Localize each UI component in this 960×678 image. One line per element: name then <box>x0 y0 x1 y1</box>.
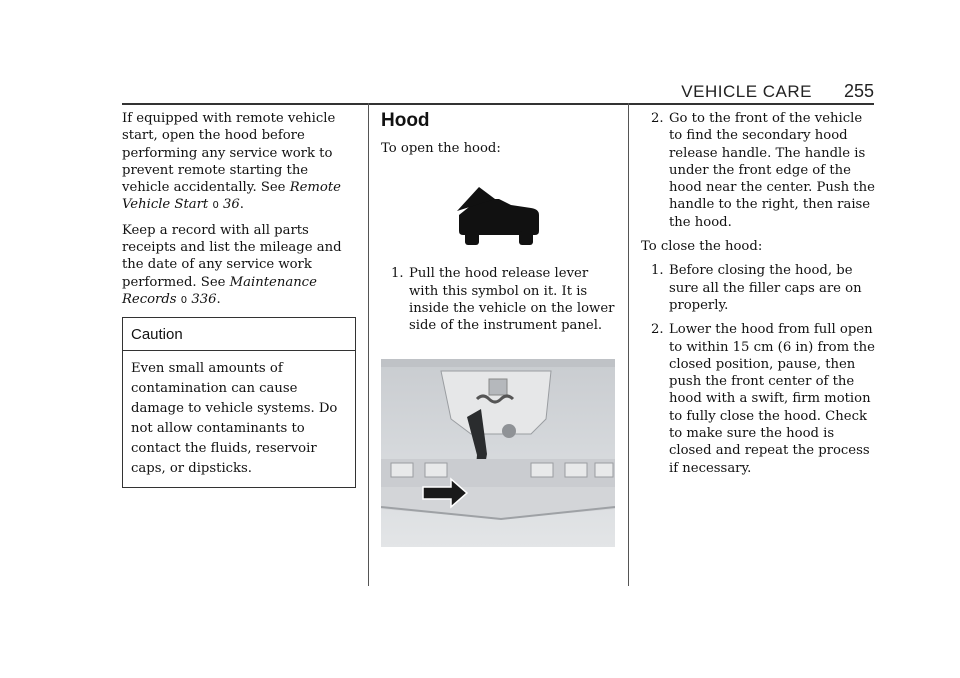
close-steps-list <box>641 262 879 477</box>
cross-reference-page[interactable]: 36 <box>223 197 240 213</box>
step-number: 2. <box>651 322 664 338</box>
paragraph-text: Keep a record with all parts receipts and list the mileage and the date of any service work performed. See <box>122 222 342 290</box>
caution-box <box>122 317 356 487</box>
intro-text: To open the hood: <box>381 141 501 156</box>
page-ref-icon: 0 <box>180 294 188 306</box>
list-item <box>641 321 879 477</box>
paragraph: Keep a record with all parts receipts and list the mileage and the date of any service work performed. See Maintenance Records 0 336. <box>122 222 342 307</box>
open-steps-list <box>381 265 617 334</box>
step-text: Go to the front of the vehicle to find the secondary hood release handle. The handle is under the front edge of the hood near the center. Push the handle to the right, then raise the hood. <box>669 111 875 230</box>
page-header <box>0 0 960 110</box>
step-text: Lower the hood from full open to within 15 cm (6 in) from the closed position, pause, then push the front center of the hood with a swift, firm motion to fully close the hood. Check to make sure the hood is closed and repeat the process if necessary. <box>669 322 875 476</box>
list-item <box>381 265 617 334</box>
cross-reference-page[interactable]: 336 <box>191 291 217 307</box>
paragraph: If equipped with remote vehicle start, open the hood before performing any service work to prevent remote starting the vehicle accidentally. See Remote Vehicle Start 0 36. <box>122 111 341 213</box>
page-number: 255 <box>843 81 874 101</box>
list-item <box>641 110 879 231</box>
step-number: 1. <box>391 266 404 282</box>
hood-latch-photo <box>381 359 615 547</box>
section-name: VEHICLE CARE <box>681 82 812 101</box>
cross-reference-link[interactable]: Maintenance Records <box>122 274 317 307</box>
column-3 <box>641 110 879 484</box>
intro-text: To close the hood: <box>641 239 763 255</box>
open-steps-list-continued <box>641 110 879 231</box>
page-ref-icon: 0 <box>212 200 219 212</box>
column-divider <box>368 103 369 586</box>
list-item <box>641 262 879 314</box>
step-number: 2. <box>651 111 664 126</box>
caution-title: Caution <box>123 318 355 350</box>
step-text: Pull the hood release lever with this symbol on it. It is inside the vehicle on the lower side of the instrument panel. <box>409 266 615 334</box>
section-title: Hood <box>381 110 430 131</box>
paragraph-text: If equipped with remote vehicle start, open the hood before performing any service work to prevent remote starting the vehicle accidentally. See <box>122 111 336 196</box>
column-2 <box>381 110 617 547</box>
cross-reference-link[interactable]: Remote Vehicle Start <box>122 180 341 213</box>
hood-release-icon <box>449 181 549 245</box>
step-text: Before closing the hood, be sure all the filler caps are on properly. <box>669 263 862 313</box>
caution-body: Even small amounts of contamination can cause damage to vehicle systems. Do not allow contaminants to contact the fluids, reservoir caps, or dipsticks. <box>131 360 338 476</box>
column-1 <box>122 110 358 488</box>
column-divider <box>628 103 629 586</box>
header-rule <box>122 103 874 105</box>
step-number: 1. <box>651 263 664 279</box>
